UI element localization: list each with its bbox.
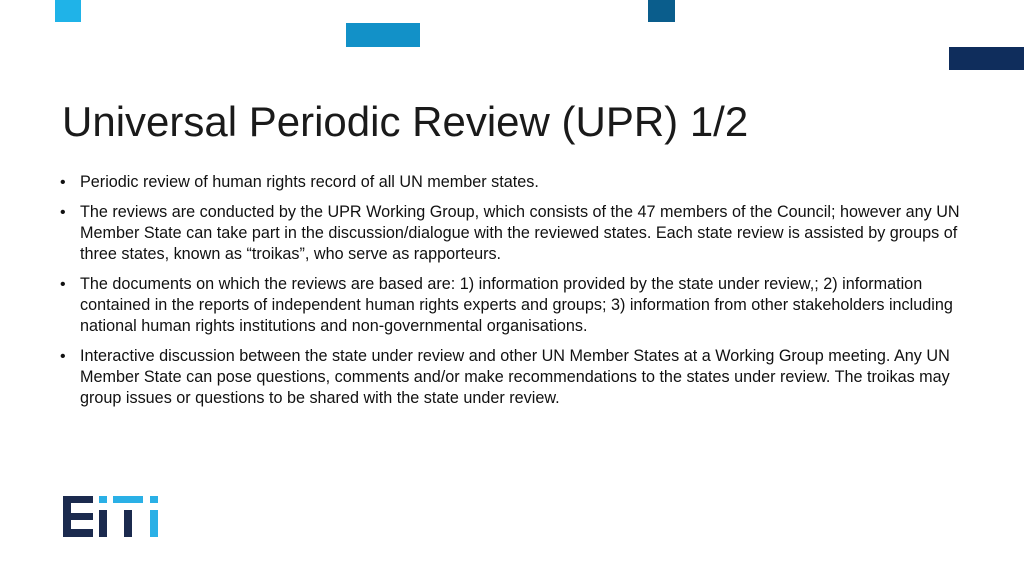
decorative-block-cyan — [55, 0, 81, 22]
bullet-item: • Interactive discussion between the state under review and other UN Member States at a Working Group meeting. Any UN Member State can pose questions, comments and/or make recommendations to the states under review. The troikas may group issues or questions to be shared with the state under review. — [62, 346, 967, 409]
bullet-item: • The documents on which the reviews are based are: 1) information provided by the state under review,; 2) information contained in the reports of independent human rights experts and groups; 3) information from other stakeholders including national human rights institutions and non-governmental organisations. — [62, 274, 967, 337]
decorative-block-navy — [949, 47, 1024, 70]
eiti-logo — [63, 496, 171, 537]
decorative-block-blue — [346, 23, 420, 47]
bullet-item: • Periodic review of human rights record of all UN member states. — [62, 172, 967, 193]
bullet-item: • The reviews are conducted by the UPR Working Group, which consists of the 47 members of the Council; however any UN Member State can take part in the discussion/dialogue with the reviewed states. Each state review is assisted by groups of three states, known as “troikas”, who serve as rapporteurs. — [62, 202, 967, 265]
decorative-block-teal — [648, 0, 675, 22]
slide-title: Universal Periodic Review (UPR) 1/2 — [62, 98, 749, 145]
bullet-list — [62, 172, 967, 418]
